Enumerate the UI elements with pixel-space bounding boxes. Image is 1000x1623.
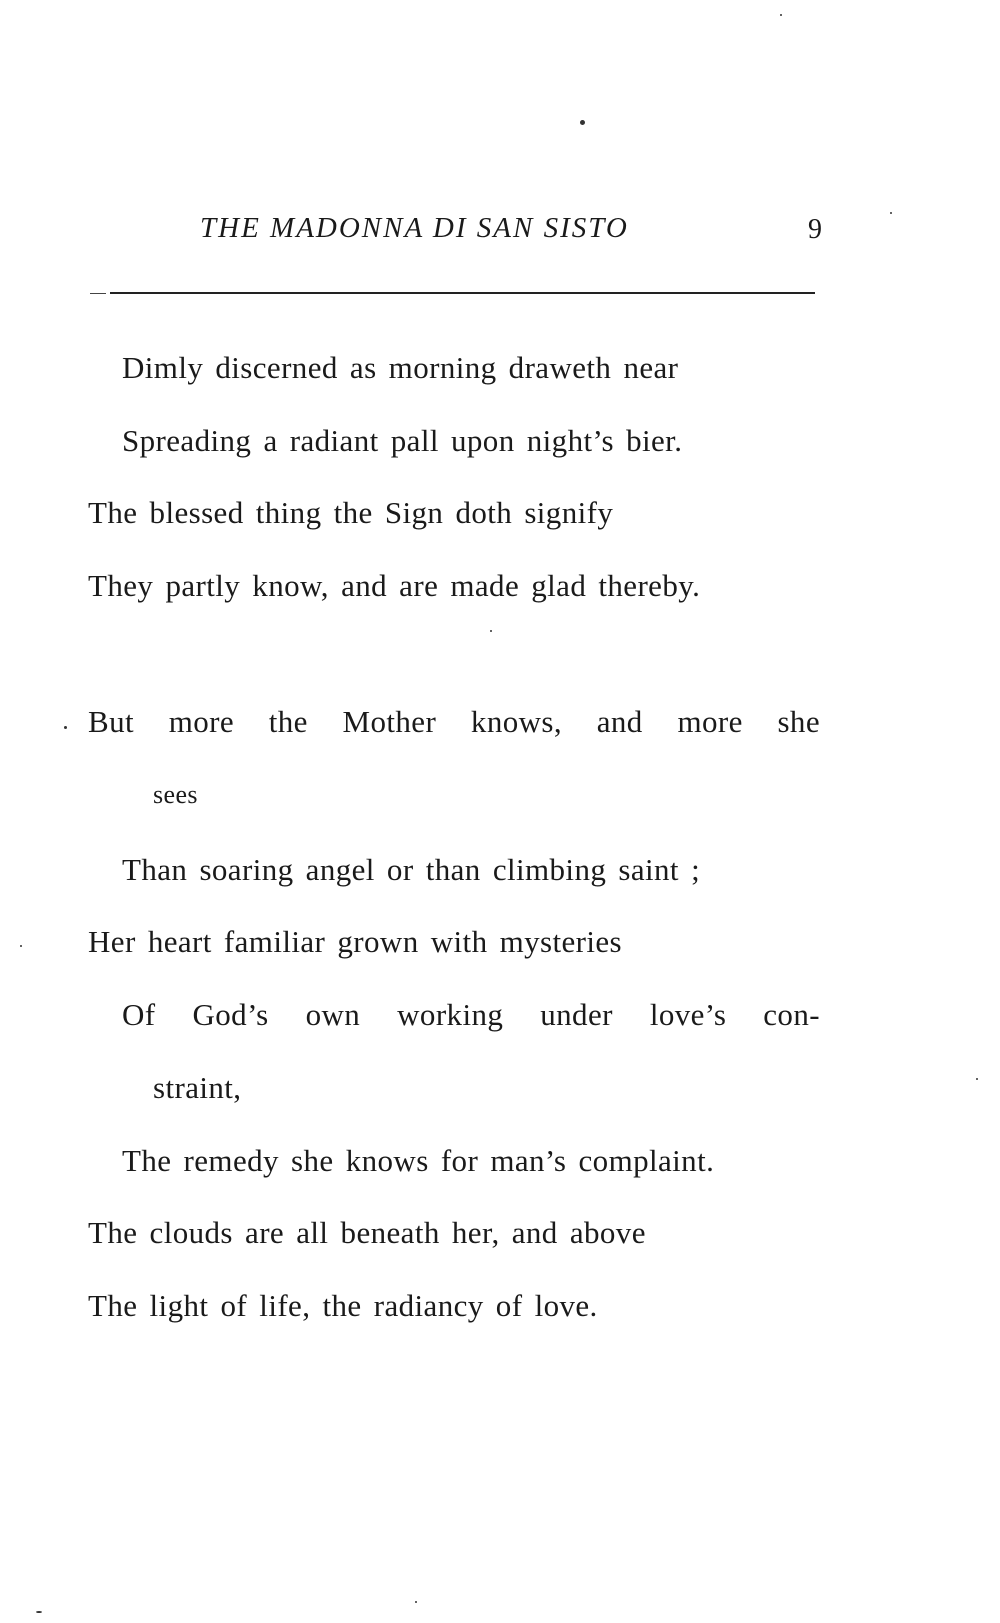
poem-line-9: The remedy she knows for man’s complaint. — [122, 1143, 715, 1178]
paper-speck — [20, 945, 22, 947]
word: con- — [763, 997, 820, 1032]
header-rule — [110, 292, 815, 294]
paper-speck — [976, 1078, 978, 1080]
word: own — [305, 997, 361, 1032]
word: and — [596, 704, 643, 739]
paper-speck — [36, 1611, 42, 1613]
poem-line-8 — [122, 997, 820, 1033]
paper-speck — [780, 14, 782, 16]
poem-line-4: They partly know, and are made glad thereby. — [88, 568, 701, 603]
poem-line-1: Dimly discerned as morning draweth near — [122, 350, 679, 385]
word: working — [397, 997, 504, 1032]
word: Mother — [342, 704, 437, 739]
poem-line-2: Spreading a radiant pall upon night’s bier. — [122, 423, 683, 458]
running-title: THE MADONNA DI SAN SISTO — [200, 212, 629, 244]
word: more — [677, 704, 743, 739]
poem-line-5 — [88, 704, 820, 740]
word: knows, — [470, 704, 563, 739]
paper-speck — [415, 1601, 417, 1603]
paper-speck — [580, 120, 585, 125]
poem-line-6: Than soaring angel or than climbing saint ; — [122, 852, 701, 887]
page-number: 9 — [808, 214, 822, 245]
paper-speck — [64, 726, 67, 729]
word: God’s — [192, 997, 269, 1032]
word: she — [777, 704, 820, 739]
word: love’s — [649, 997, 727, 1032]
paper-speck — [890, 212, 892, 214]
poem-line-11: The light of life, the radiancy of love. — [88, 1288, 598, 1323]
poem-line-3: The blessed thing the Sign doth signify — [88, 495, 614, 530]
word: the — [268, 704, 308, 739]
poem-line-10: The clouds are all beneath her, and above — [88, 1215, 646, 1250]
poem-line-7: Her heart familiar grown with mysteries — [88, 924, 623, 959]
word: more — [168, 704, 235, 739]
paper-speck — [490, 630, 492, 632]
word: Of — [122, 997, 156, 1032]
poem-line-5-continuation: sees — [153, 780, 198, 809]
poem-line-8-continuation: straint, — [153, 1070, 242, 1105]
header-rule-fragment — [90, 293, 106, 294]
word: But — [88, 704, 134, 739]
word: under — [540, 997, 613, 1032]
